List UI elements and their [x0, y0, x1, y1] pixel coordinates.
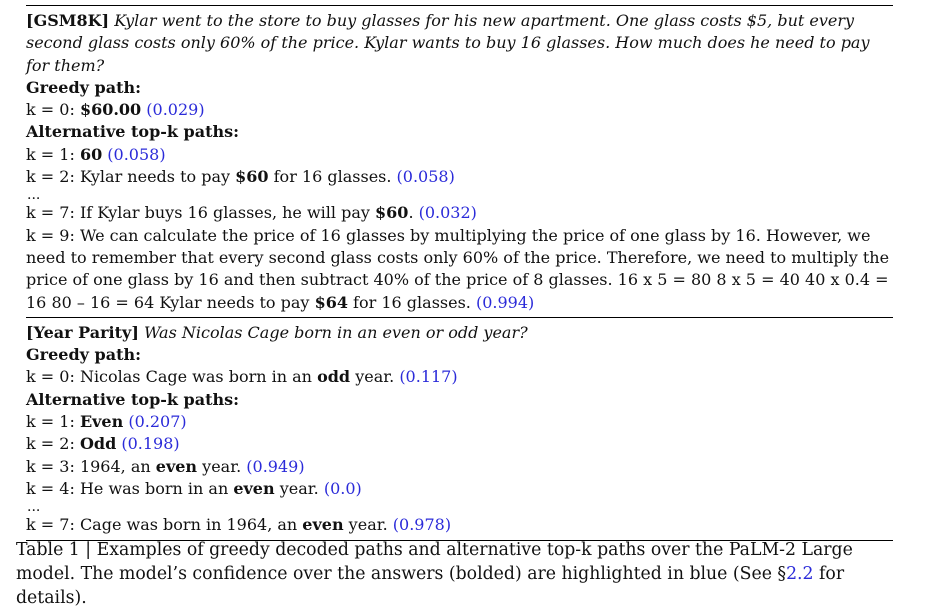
k-label: k = 7: [26, 515, 80, 535]
gsm8k-greedy-label: Greedy path: [26, 77, 141, 97]
caption-text: Table 1 | Examples of greedy decoded paths and alternative top-k paths over the PaLM-2 Large model. The model’s confidence over the answers (bolded) are highlighted in blue (See § [16, 540, 853, 584]
gsm8k-alt-path [26, 144, 893, 166]
confidence-value: (0.032) [418, 203, 477, 223]
gsm8k-tag: [GSM8K] [26, 11, 110, 30]
path-text: Cage was born in 1964, an [79, 515, 303, 535]
gsm8k-greedy-path [26, 99, 893, 121]
year-alt-path [26, 478, 893, 500]
k-label: k = 1: [26, 144, 80, 164]
k-label: k = 9: [26, 225, 80, 245]
path-text-after: year. [197, 456, 247, 476]
k-label: k = 1: [26, 412, 80, 432]
confidence-value: (0.949) [246, 456, 305, 476]
confidence-value: (0.117) [399, 367, 458, 387]
path-text-after: year. [274, 478, 324, 498]
path-text: We can calculate the price of 16 glasses by multiplying the price of one glass by 16. However, we need to remember that every second glass costs only 60% of the price. Therefore, we need to multiply the price of one glass by 16 and then subtract 40% of the price of 8 glasses. 16 x 5 = 80 8 x 5 = 40 40 x 0.4 = 16 80 – 16 = 64 Kylar needs to pay [26, 225, 890, 312]
k-label: k = 4: [26, 478, 80, 498]
confidence-value: (0.207) [128, 412, 187, 432]
answer-text: $60 [375, 203, 409, 223]
gsm8k-question [26, 10, 893, 77]
year-alt-label: Alternative top-k paths: [26, 389, 240, 409]
year-parity-block [26, 318, 893, 540]
answer-text: even [302, 515, 344, 535]
year-alt-path [26, 433, 893, 455]
ellipsis: ... [27, 187, 41, 204]
path-text-after: for 16 glasses. [268, 167, 397, 187]
caption-text-end: for details). [16, 564, 845, 608]
table-caption [16, 538, 916, 610]
section-reference-link[interactable]: 2.2 [786, 564, 814, 584]
gsm8k-alt-path [26, 202, 893, 224]
path-text-after: year. [350, 367, 400, 387]
path-text: Kylar needs to pay [79, 167, 236, 187]
ellipsis: ... [27, 499, 41, 516]
answer-text: $64 [314, 292, 348, 312]
gsm8k-alt-path [26, 166, 893, 188]
gsm8k-alt-path [26, 225, 893, 314]
confidence-value: (0.994) [475, 292, 535, 312]
answer-text: Even [79, 412, 124, 432]
k-label: k = 3: [26, 456, 80, 476]
year-question-text: Was Nicolas Cage born in an even or odd year? [143, 322, 528, 342]
k-label: k = 0: [26, 100, 80, 120]
confidence-value: (0.058) [107, 144, 166, 164]
year-alt-path [26, 411, 893, 433]
confidence-value: (0.198) [121, 434, 180, 454]
confidence-value: (0.978) [392, 515, 452, 535]
path-text: He was born in an [79, 478, 234, 498]
path-text-after: year. [343, 515, 393, 535]
confidence-value: (0.0) [323, 478, 362, 498]
answer-text: $60 [235, 167, 269, 187]
confidence-value: (0.058) [396, 167, 455, 187]
path-text: If Kylar buys 16 glasses, he will pay [79, 203, 376, 223]
answer-text: 60 [79, 144, 103, 164]
path-text: 1964, an [79, 456, 156, 476]
k-label: k = 7: [26, 203, 80, 223]
answer-text: Odd [79, 434, 117, 454]
path-text-after: for 16 glasses. [347, 292, 476, 312]
examples-table [26, 5, 893, 541]
answer-text: even [155, 456, 198, 476]
year-alt-path [26, 456, 893, 478]
confidence-value: (0.029) [146, 100, 205, 120]
k-label: k = 0: [26, 367, 80, 387]
gsm8k-question-text: Kylar went to the store to buy glasses for his new apartment. One glass costs $5, but every second glass costs only 60% of the price. Kylar wants to buy 16 glasses. How much does he need to pay for them? [26, 11, 870, 75]
year-greedy-label: Greedy path: [26, 345, 141, 365]
year-greedy-path [26, 366, 893, 388]
answer-text: even [233, 478, 275, 498]
year-tag: [Year Parity] [26, 322, 139, 342]
answer-text: $60.00 [79, 100, 142, 120]
year-question [26, 322, 893, 344]
answer-text: odd [317, 367, 351, 387]
year-alt-path [26, 514, 893, 536]
path-text: Nicolas Cage was born in an [79, 367, 318, 387]
gsm8k-block [26, 6, 893, 317]
k-label: k = 2: [26, 167, 80, 187]
gsm8k-alt-label: Alternative top-k paths: [26, 122, 240, 142]
path-text-after: . [408, 203, 419, 223]
k-label: k = 2: [26, 434, 80, 454]
